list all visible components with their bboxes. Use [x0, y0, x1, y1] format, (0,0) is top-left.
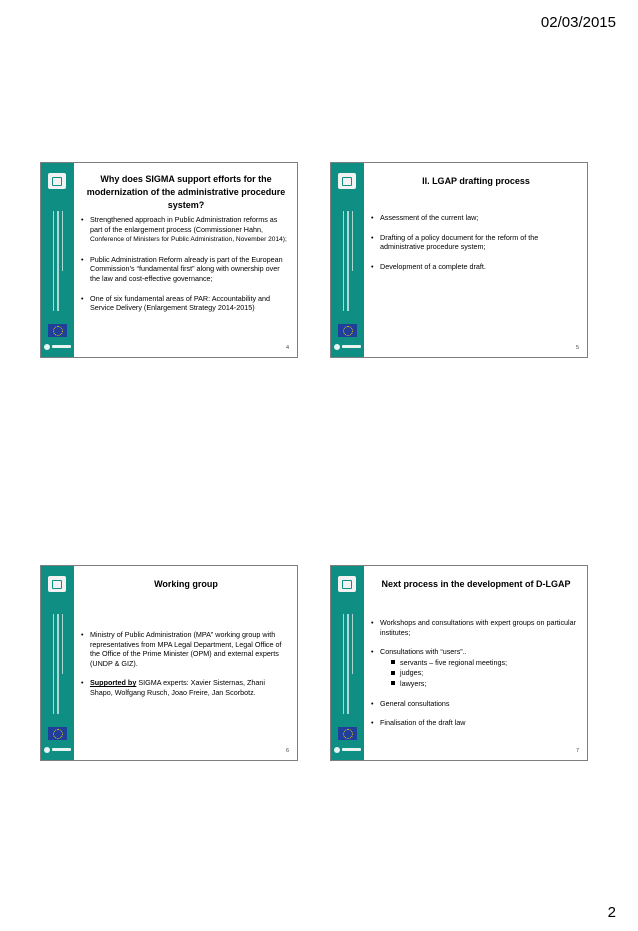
- eu-flag-icon: [338, 324, 357, 337]
- sigma-logo-icon: [48, 173, 66, 189]
- oecd-logo-icon: [44, 746, 71, 753]
- bullet-item: • Supported by SIGMA experts: Xavier Sisternas, Zhani Shapo, Wolfgang Rusch, Joao Freire, Jan Scorbotz.: [81, 678, 289, 697]
- slide-number: 6: [285, 748, 289, 754]
- slide-body: [81, 630, 289, 708]
- sigma-logo-icon: [338, 576, 356, 592]
- sub-bullet-item: lawyers;: [380, 679, 579, 689]
- bullet-item: • General consultations: [371, 699, 579, 709]
- bullet-item: • Strengthened approach in Public Administration reforms as part of the enlargement process (Commissioner Hahn, Conference of Ministers for Public Administration, November 2014);: [81, 215, 289, 245]
- slide-number: 4: [285, 345, 289, 351]
- slide-4: [40, 162, 298, 358]
- slide-body: [371, 618, 579, 738]
- bullet-item: • Public Administration Reform already is part of the European Commission’s “fundamental first” along with ownership over the law and cost-effective governance;: [81, 255, 289, 284]
- slide-6: [40, 565, 298, 761]
- bullet-item: • Consultations with “users”.. servants – five regional meetings; judges; lawyers;: [371, 647, 579, 688]
- oecd-logo-icon: [334, 343, 361, 350]
- slide-number: 7: [575, 748, 579, 754]
- slide-sidebar: [41, 163, 74, 357]
- slide-body: [81, 215, 289, 323]
- slide-sidebar: [331, 566, 364, 760]
- sub-bullet-item: servants – five regional meetings;: [380, 658, 579, 668]
- eu-flag-icon: [48, 324, 67, 337]
- bullet-item: • Assessment of the current law;: [371, 213, 579, 223]
- sigma-logo-icon: [338, 173, 356, 189]
- oecd-logo-icon: [334, 746, 361, 753]
- page-date: 02/03/2015: [540, 14, 616, 31]
- slide-title: II. LGAP drafting process: [422, 176, 530, 186]
- bullet-item: • Development of a complete draft.: [371, 262, 579, 272]
- eu-flag-icon: [338, 727, 357, 740]
- slide-title: Next process in the development of D-LGAP: [381, 579, 571, 589]
- slide-5: [330, 162, 588, 358]
- slide-title: Working group: [154, 579, 218, 589]
- sigma-logo-icon: [48, 576, 66, 592]
- bullet-item: • Workshops and consultations with expert groups on particular institutes;: [371, 618, 579, 637]
- slide-title: Why does SIGMA support efforts for the modernization of the administrative procedure system?: [86, 174, 286, 210]
- eu-flag-icon: [48, 727, 67, 740]
- slide-body: [371, 213, 579, 281]
- bullet-item: • Finalisation of the draft law: [371, 718, 579, 728]
- sidebar-vertical-text: [336, 211, 360, 311]
- slide-number: 5: [575, 345, 579, 351]
- bullet-item: • Ministry of Public Administration (MPA” working group with representatives from MPA Legal Department, Legal Office of the Office of the Prime Minister (OPM) and external experts (UNDP & GIZ).: [81, 630, 289, 668]
- sidebar-vertical-text: [336, 614, 360, 714]
- bullet-item: • One of six fundamental areas of PAR: Accountability and Service Delivery (Enlargement Strategy 2014-2015): [81, 294, 289, 313]
- sidebar-vertical-text: [46, 614, 70, 714]
- page-number: 2: [607, 904, 616, 921]
- slide-7: [330, 565, 588, 761]
- sub-bullet-item: judges;: [380, 668, 579, 678]
- oecd-logo-icon: [44, 343, 71, 350]
- slide-sidebar: [41, 566, 74, 760]
- bullet-item: • Drafting of a policy document for the reform of the administrative procedure system;: [371, 233, 579, 252]
- slide-sidebar: [331, 163, 364, 357]
- sidebar-vertical-text: [46, 211, 70, 311]
